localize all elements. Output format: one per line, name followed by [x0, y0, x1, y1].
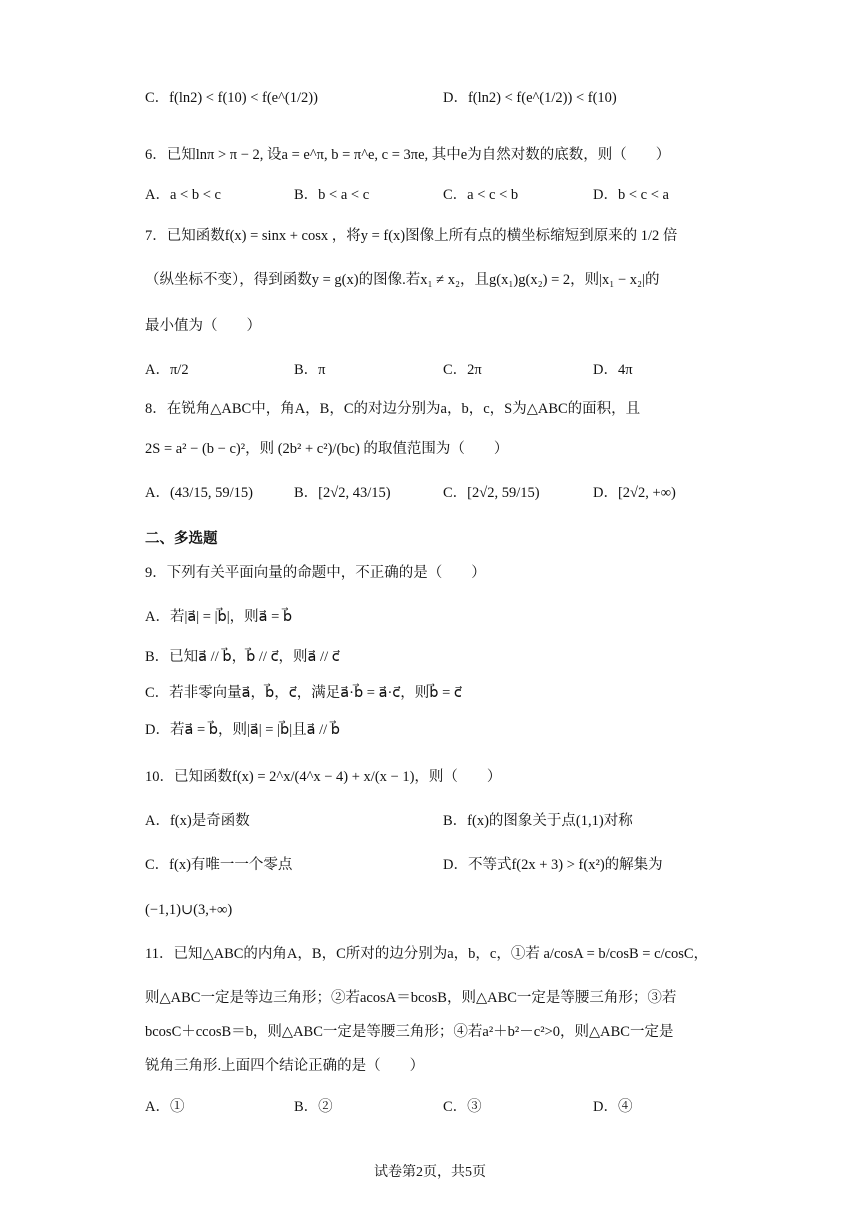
q8-line-2: 2S = a² − (b − c)²，则 (2b² + c²)/(bc) 的取值范围为（ ） [145, 441, 509, 457]
q10-option-b: B．f(x)的图象关于点(1,1)对称 [443, 813, 633, 829]
q11-line-4: 锐角三角形.上面四个结论正确的是（ ） [145, 1058, 425, 1074]
q8-option-a: A．(43/15, 59/15) [145, 485, 253, 501]
q5-option-d: D．f(ln2) < f(e^(1/2)) < f(10) [443, 90, 617, 106]
q7-option-b: B．π [294, 362, 326, 378]
q7-line-2: （纵坐标不变），得到函数y = g(x)的图像.若x₁ ≠ x₂，且g(x₁)g(x₂) = 2，则|x₁ − x₂|的 [145, 272, 660, 288]
q6-option-d: D．b < c < a [593, 187, 669, 203]
q8-option-c: C．[2√2, 59/15) [443, 485, 540, 501]
q8-option-b: B．[2√2, 43/15) [294, 485, 391, 501]
q7-line-1: 7．已知函数f(x) = sinx + cosx ，将y = f(x)图像上所有点的横坐标缩短到原来的 1/2 倍 [145, 228, 678, 244]
q10-option-d-continued: (−1,1)∪(3,+∞) [145, 902, 233, 918]
q11-line-3: bcosC＋ccosB＝b，则△ABC一定是等腰三角形；④若a²＋b²－c²>0，则△ABC一定是 [145, 1024, 674, 1040]
q9-option-b: B．已知a⃗ // b⃗，b⃗ // c⃗，则a⃗ // c⃗ [145, 649, 340, 665]
q6-option-c: C．a < c < b [443, 187, 519, 203]
q7-line-3: 最小值为（ ） [145, 318, 261, 334]
page-footer: 试卷第2页，共5页 [374, 1165, 486, 1180]
q7-option-c: C．2π [443, 362, 482, 378]
q11-line-1: 11．已知△ABC的内角A，B，C所对的边分别为a，b，c，①若 a/cosA = b/cosB = c/cosC， [145, 946, 709, 962]
q10-option-c: C．f(x)有唯一一个零点 [145, 857, 293, 873]
q9-option-c: C．若非零向量a⃗，b⃗，c⃗，满足a⃗·b⃗ = a⃗·c⃗，则b⃗ = c⃗ [145, 685, 462, 701]
q11-option-c: C．③ [443, 1099, 482, 1115]
q11-option-a: A．① [145, 1099, 185, 1115]
q10-stem: 10．已知函数f(x) = 2^x/(4^x − 4) + x/(x − 1)，则（ ） [145, 769, 502, 785]
q7-option-d: D．4π [593, 362, 633, 378]
q9-option-a: A．若|a⃗| = |b⃗|，则a⃗ = b⃗ [145, 609, 293, 625]
q10-option-a: A．f(x)是奇函数 [145, 813, 250, 829]
q10-option-d: D．不等式f(2x + 3) > f(x²)的解集为 [443, 857, 663, 873]
q11-option-b: B．② [294, 1099, 333, 1115]
q5-option-c: C．f(ln2) < f(10) < f(e^(1/2)) [145, 90, 318, 106]
q9-option-d: D．若a⃗ = b⃗，则|a⃗| = |b⃗|且a⃗ // b⃗ [145, 722, 341, 738]
q7-option-a: A．π/2 [145, 362, 189, 378]
q6-stem: 6．已知lnπ > π − 2, 设a = e^π, b = π^e, c = 3πe, 其中e为自然对数的底数，则（ ） [145, 147, 671, 163]
q8-option-d: D．[2√2, +∞) [593, 485, 676, 501]
section-multiple-choice-heading: 二、多选题 [145, 531, 218, 547]
q9-stem: 9．下列有关平面向量的命题中，不正确的是（ ） [145, 565, 486, 581]
q11-line-2: 则△ABC一定是等边三角形；②若acosA＝bcosB，则△ABC一定是等腰三角形；③若 [145, 990, 677, 1006]
q6-option-b: B．b < a < c [294, 187, 370, 203]
q11-option-d: D．④ [593, 1099, 633, 1115]
q8-line-1: 8．在锐角△ABC中，角A，B，C的对边分别为a，b，c，S为△ABC的面积，且 [145, 401, 641, 417]
q6-option-a: A．a < b < c [145, 187, 221, 203]
